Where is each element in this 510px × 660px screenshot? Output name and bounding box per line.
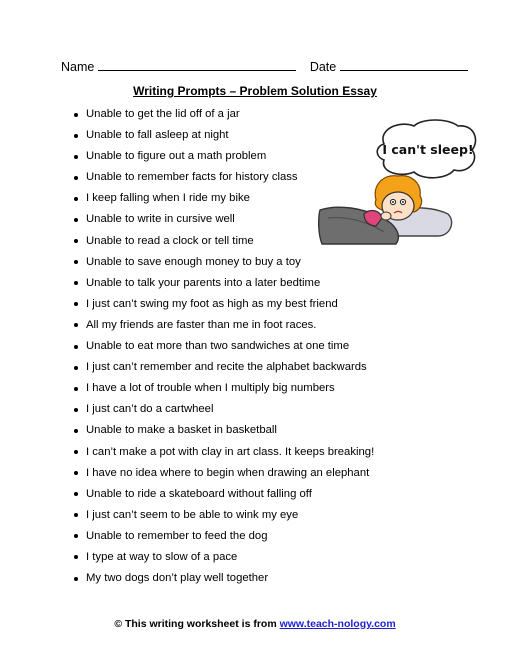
prompt-item: I just can’t seem to be able to wink my eye: [72, 505, 402, 526]
prompt-item: Unable to read a clock or tell time: [72, 231, 402, 252]
prompt-item: Unable to save enough money to buy a toy: [72, 252, 402, 273]
date-blank-line: [340, 59, 468, 71]
name-blank-line: [98, 59, 296, 71]
prompt-item: Unable to write in cursive well: [72, 209, 402, 230]
prompt-item: Unable to talk your parents into a later bedtime: [72, 273, 402, 294]
prompt-item: Unable to figure out a math problem: [72, 146, 402, 167]
sleepless-girl-illustration: [318, 118, 478, 248]
prompt-item: Unable to get the lid off of a jar: [72, 104, 402, 125]
prompt-item: All my friends are faster than me in foot races.: [72, 315, 402, 336]
prompt-item: I have a lot of trouble when I multiply big numbers: [72, 378, 402, 399]
prompt-item: Unable to fall asleep at night: [72, 125, 402, 146]
prompt-item: Unable to eat more than two sandwiches at one time: [72, 336, 402, 357]
prompt-item: I keep falling when I ride my bike: [72, 188, 402, 209]
footer-link[interactable]: www.teach-nology.com: [279, 618, 396, 630]
prompt-item: I just can’t remember and recite the alphabet backwards: [72, 357, 402, 378]
girl-hand: [381, 212, 391, 220]
bubble-text: I can't sleep!: [382, 142, 474, 157]
prompt-item: Unable to make a basket in basketball: [72, 420, 402, 441]
name-date-row: [61, 59, 449, 74]
prompt-item: My two dogs don’t play well together: [72, 568, 402, 589]
prompt-item: I just can’t do a cartwheel: [72, 399, 402, 420]
prompt-item: I type at way to slow of a pace: [72, 547, 402, 568]
prompt-item: Unable to remember facts for history class: [72, 167, 402, 188]
date-label: Date: [309, 60, 337, 74]
footer-credit: [0, 618, 510, 630]
worksheet-title: Writing Prompts – Problem Solution Essay: [133, 84, 377, 98]
name-label: Name: [61, 60, 95, 74]
prompt-item: Unable to remember to feed the dog: [72, 526, 402, 547]
footer-text: © This writing worksheet is from: [114, 618, 280, 630]
prompt-item: I can’t make a pot with clay in art class. It keeps breaking!: [72, 442, 402, 463]
prompt-item: I just can’t swing my foot as high as my best friend: [72, 294, 402, 315]
prompt-item: I have no idea where to begin when drawing an elephant: [72, 463, 402, 484]
prompt-item: Unable to ride a skateboard without falling off: [72, 484, 402, 505]
